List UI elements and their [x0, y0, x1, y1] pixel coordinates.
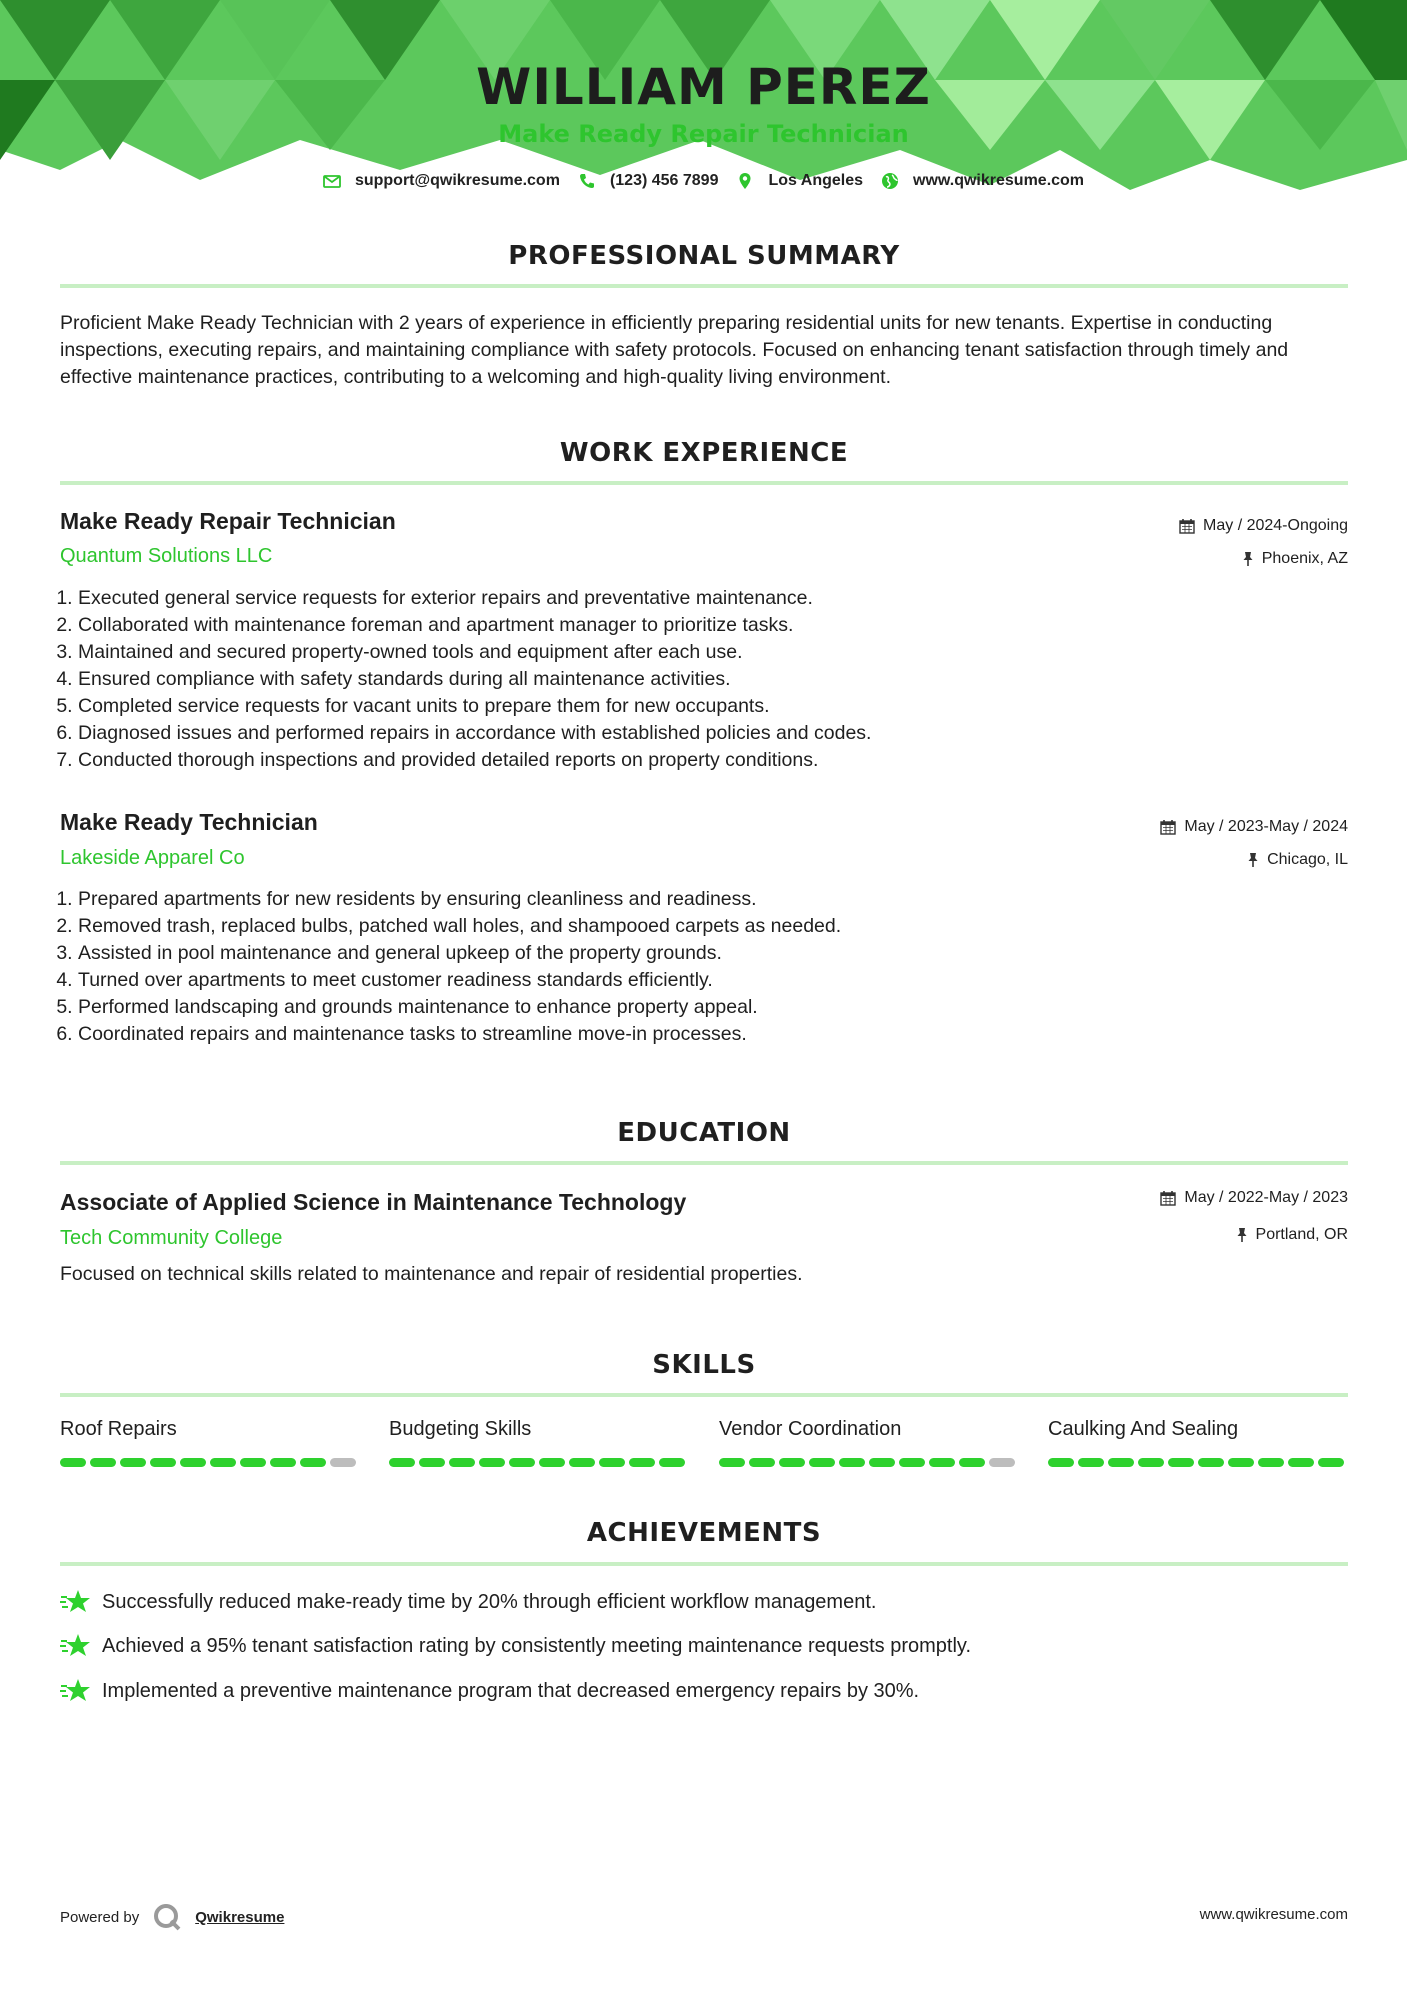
skill-name: Budgeting Skills [389, 1418, 532, 1440]
skill-level-segment [539, 1458, 565, 1467]
globe-icon [881, 172, 899, 190]
company-2: Lakeside Apparel Co [60, 847, 245, 869]
pushpin-icon [1236, 1227, 1248, 1243]
job-dates-2 [1160, 818, 1348, 836]
skill-name: Vendor Coordination [719, 1418, 902, 1440]
summary-divider [60, 284, 1348, 288]
experience-heading: WORK EXPERIENCE [559, 438, 849, 468]
job-title-1: Make Ready Repair Technician [60, 508, 396, 534]
star-achievement-icon [60, 1588, 92, 1616]
achievement-item-3 [60, 1677, 919, 1705]
education-location-text: Portland, OR [1255, 1226, 1348, 1243]
skill-level-bar [719, 1458, 1019, 1467]
contact-email[interactable] [323, 172, 560, 190]
list-item: 2. Collaborated with maintenance foreman and apartment manager to prioritize tasks. [78, 612, 871, 639]
contact-phone[interactable] [578, 172, 719, 190]
job-dates-1 [1179, 517, 1348, 535]
skill-level-segment [1078, 1458, 1104, 1467]
contact-website[interactable] [881, 172, 1084, 190]
skill-level-segment [1288, 1458, 1314, 1467]
map-pin-icon [736, 172, 754, 190]
pushpin-icon [1247, 852, 1259, 868]
skill-level-segment [60, 1458, 86, 1467]
skill-level-segment [899, 1458, 925, 1467]
job-location-text-1: Phoenix, AZ [1261, 550, 1348, 567]
achievement-text-1: Successfully reduced make-ready time by 20% through efficient workflow management. [102, 1590, 877, 1613]
location-text: Los Angeles [768, 172, 864, 189]
skill-level-segment [150, 1458, 176, 1467]
skill-level-segment [509, 1458, 535, 1467]
skill-level-segment [300, 1458, 326, 1467]
pushpin-icon [1242, 551, 1254, 567]
skill-level-segment [1168, 1458, 1194, 1467]
company-1: Quantum Solutions LLC [60, 545, 273, 567]
skill-level-segment [629, 1458, 655, 1467]
list-item: 5. Performed landscaping and grounds maintenance to enhance property appeal. [78, 994, 841, 1021]
list-item: 1. Prepared apartments for new residents by ensuring cleanliness and readiness. [78, 886, 841, 913]
job-dates-text-2: May / 2023-May / 2024 [1184, 818, 1348, 835]
education-divider [60, 1161, 1348, 1165]
phone-text: (123) 456 7899 [609, 172, 719, 189]
skill-item [1048, 1418, 1348, 1467]
skill-level-segment [1318, 1458, 1344, 1467]
website-text: www.qwikresume.com [913, 172, 1085, 189]
education-dates [1160, 1189, 1348, 1207]
achievement-item-2 [60, 1632, 971, 1660]
list-item: 2. Removed trash, replaced bulbs, patched wall holes, and shampooed carpets as needed. [78, 913, 841, 940]
skills-heading: SKILLS [652, 1350, 756, 1380]
skill-level-segment [419, 1458, 445, 1467]
list-item: 6. Coordinated repairs and maintenance tasks to streamline move-in processes. [78, 1021, 841, 1048]
candidate-role: Make Ready Repair Technician [498, 120, 909, 148]
education-location [1236, 1226, 1348, 1244]
achievements-heading: ACHIEVEMENTS [586, 1518, 822, 1548]
skill-level-segment [809, 1458, 835, 1467]
skill-level-bar [389, 1458, 689, 1467]
experience-divider [60, 481, 1348, 485]
list-item: 3. Assisted in pool maintenance and general upkeep of the property grounds. [78, 940, 841, 967]
star-achievement-icon [60, 1632, 92, 1660]
job-title-2: Make Ready Technician [60, 809, 318, 835]
skill-level-segment [929, 1458, 955, 1467]
skill-level-segment [449, 1458, 475, 1467]
skill-level-segment [719, 1458, 745, 1467]
skill-level-segment [869, 1458, 895, 1467]
list-item: 4. Ensured compliance with safety standards during all maintenance activities. [78, 666, 871, 693]
skill-item [60, 1418, 360, 1467]
contact-location [736, 172, 863, 190]
list-item: 5. Completed service requests for vacant units to prepare them for new occupants. [78, 693, 871, 720]
calendar-icon [1160, 819, 1176, 835]
list-item: 1. Executed general service requests for exterior repairs and preventative maintenance. [78, 585, 871, 612]
calendar-icon [1160, 1190, 1176, 1206]
footer-powered-by [60, 1902, 284, 1932]
skill-item [389, 1418, 689, 1467]
phone-icon [578, 172, 596, 190]
list-item: 3. Maintained and secured property-owned tools and equipment after each use. [78, 639, 871, 666]
achievements-divider [60, 1562, 1348, 1566]
skill-level-segment [1258, 1458, 1284, 1467]
skill-item [719, 1418, 1019, 1467]
skill-level-segment [1108, 1458, 1134, 1467]
star-achievement-icon [60, 1677, 92, 1705]
skills-divider [60, 1393, 1348, 1397]
email-text: support@qwikresume.com [354, 172, 560, 189]
skill-level-segment [779, 1458, 805, 1467]
skill-level-segment [749, 1458, 775, 1467]
footer-website[interactable]: www.qwikresume.com [1199, 1906, 1348, 1923]
degree-title: Associate of Applied Science in Maintenance Technology [60, 1189, 687, 1215]
summary-heading: PROFESSIONAL SUMMARY [508, 241, 900, 271]
skill-level-segment [120, 1458, 146, 1467]
list-item: 7. Conducted thorough inspections and provided detailed reports on property conditions. [78, 747, 871, 774]
skill-level-segment [90, 1458, 116, 1467]
skill-level-segment [389, 1458, 415, 1467]
skill-level-segment [479, 1458, 505, 1467]
skill-level-segment [1138, 1458, 1164, 1467]
skill-level-bar [1048, 1458, 1348, 1467]
skill-level-segment [839, 1458, 865, 1467]
achievement-text-2: Achieved a 95% tenant satisfaction rating by consistently meeting maintenance requests promptly. [102, 1634, 971, 1657]
qwikresume-logo-icon [151, 1902, 183, 1932]
contact-bar [0, 172, 1407, 190]
skill-level-segment [1048, 1458, 1074, 1467]
job-bullets-2 [52, 886, 841, 1048]
skill-level-segment [210, 1458, 236, 1467]
list-item: 6. Diagnosed issues and performed repairs in accordance with established policies and codes. [78, 720, 871, 747]
achievement-item-1 [60, 1588, 876, 1616]
skill-level-segment [569, 1458, 595, 1467]
list-item: 4. Turned over apartments to meet customer readiness standards efficiently. [78, 967, 841, 994]
calendar-icon [1179, 518, 1195, 534]
skill-name: Caulking And Sealing [1048, 1418, 1239, 1440]
envelope-icon [323, 172, 341, 190]
skill-level-segment [659, 1458, 685, 1467]
skill-level-segment [599, 1458, 625, 1467]
skill-level-segment [1228, 1458, 1254, 1467]
brand-link[interactable]: Qwikresume [195, 1908, 285, 1926]
job-location-text-2: Chicago, IL [1267, 851, 1348, 868]
education-description: Focused on technical skills related to maintenance and repair of residential properties. [60, 1263, 803, 1285]
powered-by-label: Powered by [60, 1908, 140, 1926]
job-bullets-1 [52, 585, 871, 774]
skill-name: Roof Repairs [60, 1418, 177, 1440]
candidate-name: WILLIAM PEREZ [476, 58, 931, 116]
skill-level-segment [180, 1458, 206, 1467]
job-dates-text-1: May / 2024-Ongoing [1203, 517, 1348, 534]
skill-level-bar [60, 1458, 360, 1467]
summary-text: Proficient Make Ready Technician with 2 years of experience in efficiently preparing residential units for new tenants. Expertise in conducting inspections, executing repairs, and maintaining compliance with safety protocols. Focused on enhancing tenant satisfaction through timely and effective maintenance practices, contributing to a welcoming and high-quality living environment. [60, 312, 1289, 388]
skill-level-segment [959, 1458, 985, 1467]
achievement-text-3: Implemented a preventive maintenance program that decreased emergency repairs by 30%. [102, 1679, 920, 1702]
education-heading: EDUCATION [617, 1118, 791, 1148]
education-dates-text: May / 2022-May / 2023 [1184, 1189, 1348, 1206]
skill-level-segment [270, 1458, 296, 1467]
skill-level-segment [330, 1458, 356, 1467]
job-location-2 [1247, 851, 1348, 869]
skill-level-segment [240, 1458, 266, 1467]
skill-level-segment [989, 1458, 1015, 1467]
school-name: Tech Community College [60, 1227, 283, 1249]
job-location-1 [1242, 550, 1348, 568]
skill-level-segment [1198, 1458, 1224, 1467]
